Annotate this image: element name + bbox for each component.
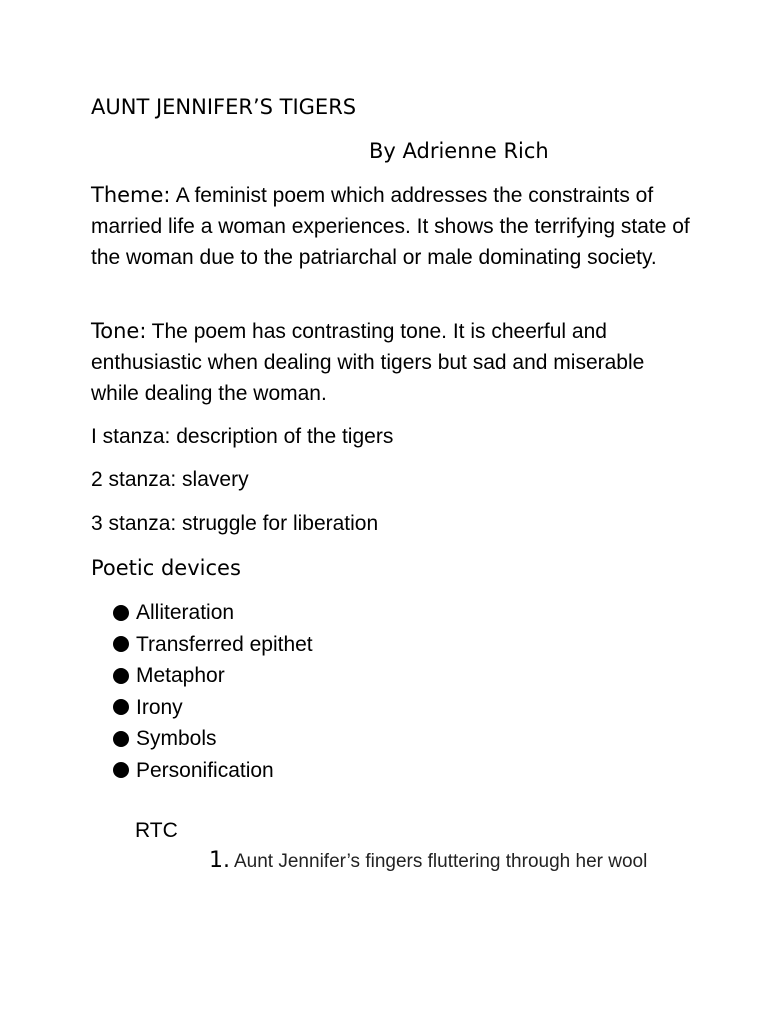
stanza-line: I stanza: description of the tigers [91,425,394,448]
poetic-devices-list [113,597,313,786]
bullet-icon [113,699,129,715]
rtc-item-text: Aunt Jennifer’s fingers fluttering through her wool [234,851,648,872]
rtc-heading: RTC [135,819,178,842]
list-item-label: Symbols [136,727,217,750]
tone-label: Tone: [91,319,147,343]
tone-text: The poem has contrasting tone. It is cheerful and enthusiastic when dealing with tigers but sad and miserable while dealing the woman. [91,320,645,405]
bullet-icon [113,636,129,652]
tone-paragraph [91,316,691,409]
theme-text: A feminist poem which addresses the constraints of married life a woman experiences. It shows the terrifying state of the woman due to the patriarchal or male dominating society. [91,184,690,269]
bullet-icon [113,731,129,747]
list-item-label: Alliteration [136,601,235,624]
list-item-label: Transferred epithet [136,632,313,656]
list-item-label: Personification [136,758,274,782]
theme-label: Theme: [91,183,171,207]
document-author: By Adrienne Rich [369,139,549,163]
document-title: AUNT JENNIFER’S TIGERS [91,95,357,119]
list-item [113,723,313,755]
list-item [113,692,313,724]
bullet-icon [113,668,129,684]
list-item [113,597,313,629]
poetic-devices-heading: Poetic devices [91,556,241,580]
stanza-line: 2 stanza: slavery [91,468,249,491]
list-item [113,755,313,787]
bullet-icon [113,762,129,778]
stanza-line: 3 stanza: struggle for liberation [91,512,379,535]
list-item [113,629,313,661]
list-item-label: Irony [136,695,183,719]
rtc-item [209,848,647,873]
list-item [113,660,313,692]
rtc-item-number: 1. [209,848,230,873]
theme-paragraph [91,180,691,273]
list-item-label: Metaphor [136,664,225,687]
bullet-icon [113,605,129,621]
